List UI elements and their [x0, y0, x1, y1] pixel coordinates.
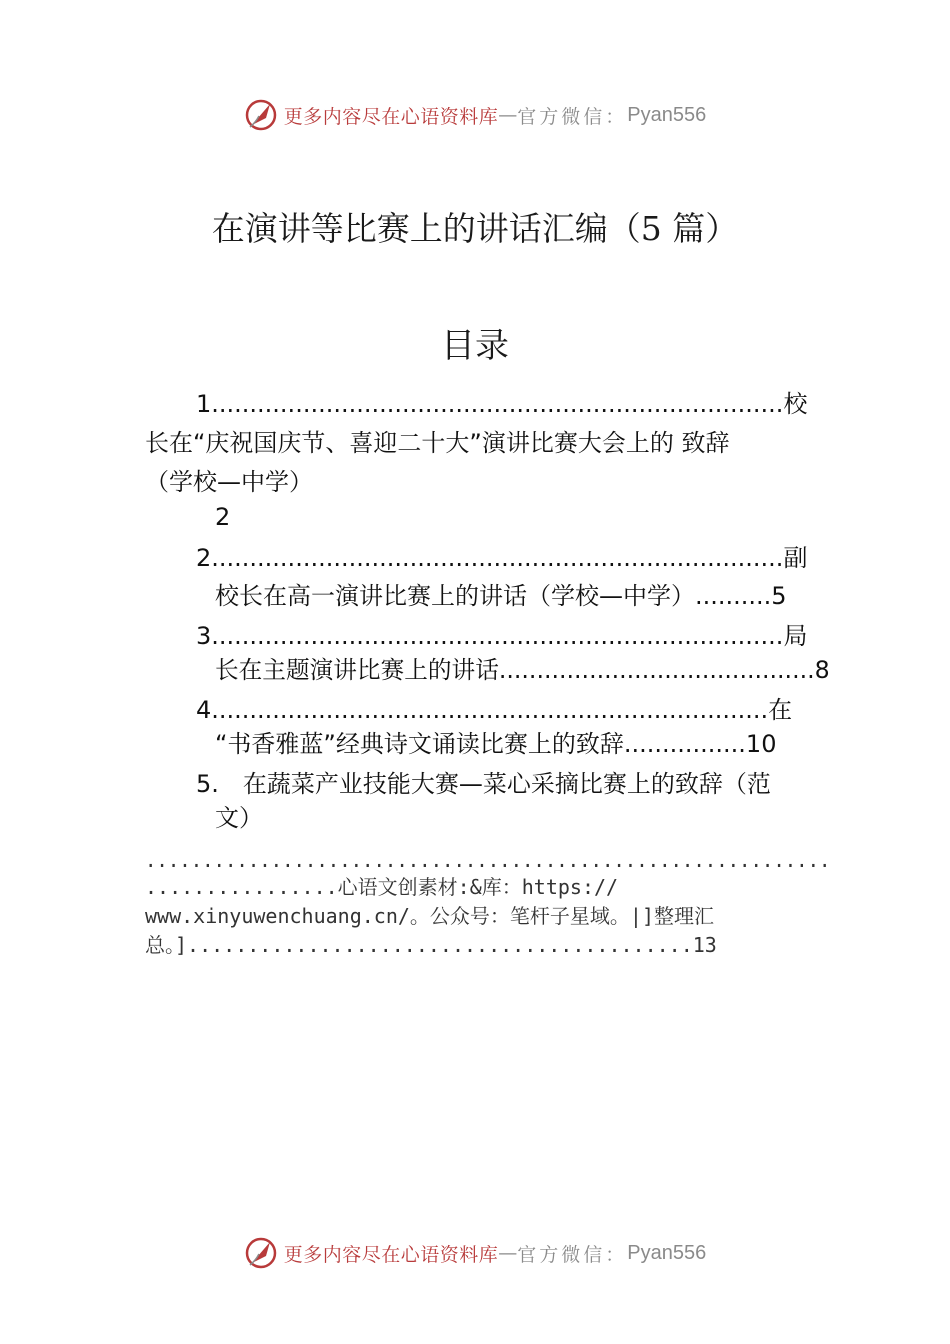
toc-entry-5-line1[interactable]: 5. 在蔬菜产业技能大赛—菜心采摘比赛上的致辞（范 — [196, 770, 771, 798]
toc-heading: 目录 — [441, 326, 509, 366]
banner-wechat-label: 官方微信： — [517, 1243, 628, 1266]
banner-text: 更多内容尽在心语资料库 — [283, 105, 499, 128]
banner-separator: — — [498, 104, 518, 126]
banner-wechat-id: Pyan556 — [627, 103, 707, 126]
toc-entry-1-line3[interactable]: （学校—中学） — [145, 468, 313, 496]
toc-entry-5-url: www.xinyuwenchuang.cn/。公众号：笔杆子星域。|]整理汇 — [145, 904, 714, 928]
header-banner — [0, 95, 950, 135]
quill-logo-icon — [244, 98, 278, 132]
footer-banner — [0, 1233, 950, 1273]
toc-entry-5-line2[interactable]: 文） — [215, 804, 263, 832]
toc-entry-5-source: ................心语文创素材:&库：https:// — [145, 875, 619, 899]
toc-entry-1-line2[interactable]: 长在“庆祝国庆节、喜迎二十大”演讲比赛大会上的 致辞 — [145, 429, 730, 457]
toc-entry-1-line1[interactable]: 1...........................................................................校 — [196, 390, 808, 418]
toc-entry-5-dots: ............................................................ — [145, 848, 831, 872]
toc-entry-4-line1[interactable]: 4.........................................................................在 — [196, 696, 793, 724]
toc-entry-2-line2[interactable]: 校长在高一演讲比赛上的讲话（学校—中学）..........5 — [215, 582, 787, 610]
toc-entry-3-line1[interactable]: 3...........................................................................局 — [196, 622, 808, 650]
toc-entry-3-line2[interactable]: 长在主题演讲比赛上的讲话..........................................8 — [215, 656, 830, 684]
toc-entry-4-line2[interactable]: “书香雅蓝”经典诗文诵读比赛上的致辞................10 — [215, 730, 777, 758]
toc-entry-5-page: 总。]..........................................13 — [145, 933, 717, 957]
document-title: 在演讲等比赛上的讲话汇编（5 篇） — [211, 209, 739, 248]
banner-wechat-id: Pyan556 — [627, 1241, 707, 1264]
toc-entry-1-page[interactable]: 2 — [215, 503, 231, 531]
quill-logo-icon — [244, 1236, 278, 1270]
banner-wechat-label: 官方微信： — [517, 105, 628, 128]
banner-text: 更多内容尽在心语资料库 — [283, 1243, 499, 1266]
banner-separator: — — [498, 1242, 518, 1264]
toc-entry-2-line1[interactable]: 2...........................................................................副 — [196, 544, 808, 572]
